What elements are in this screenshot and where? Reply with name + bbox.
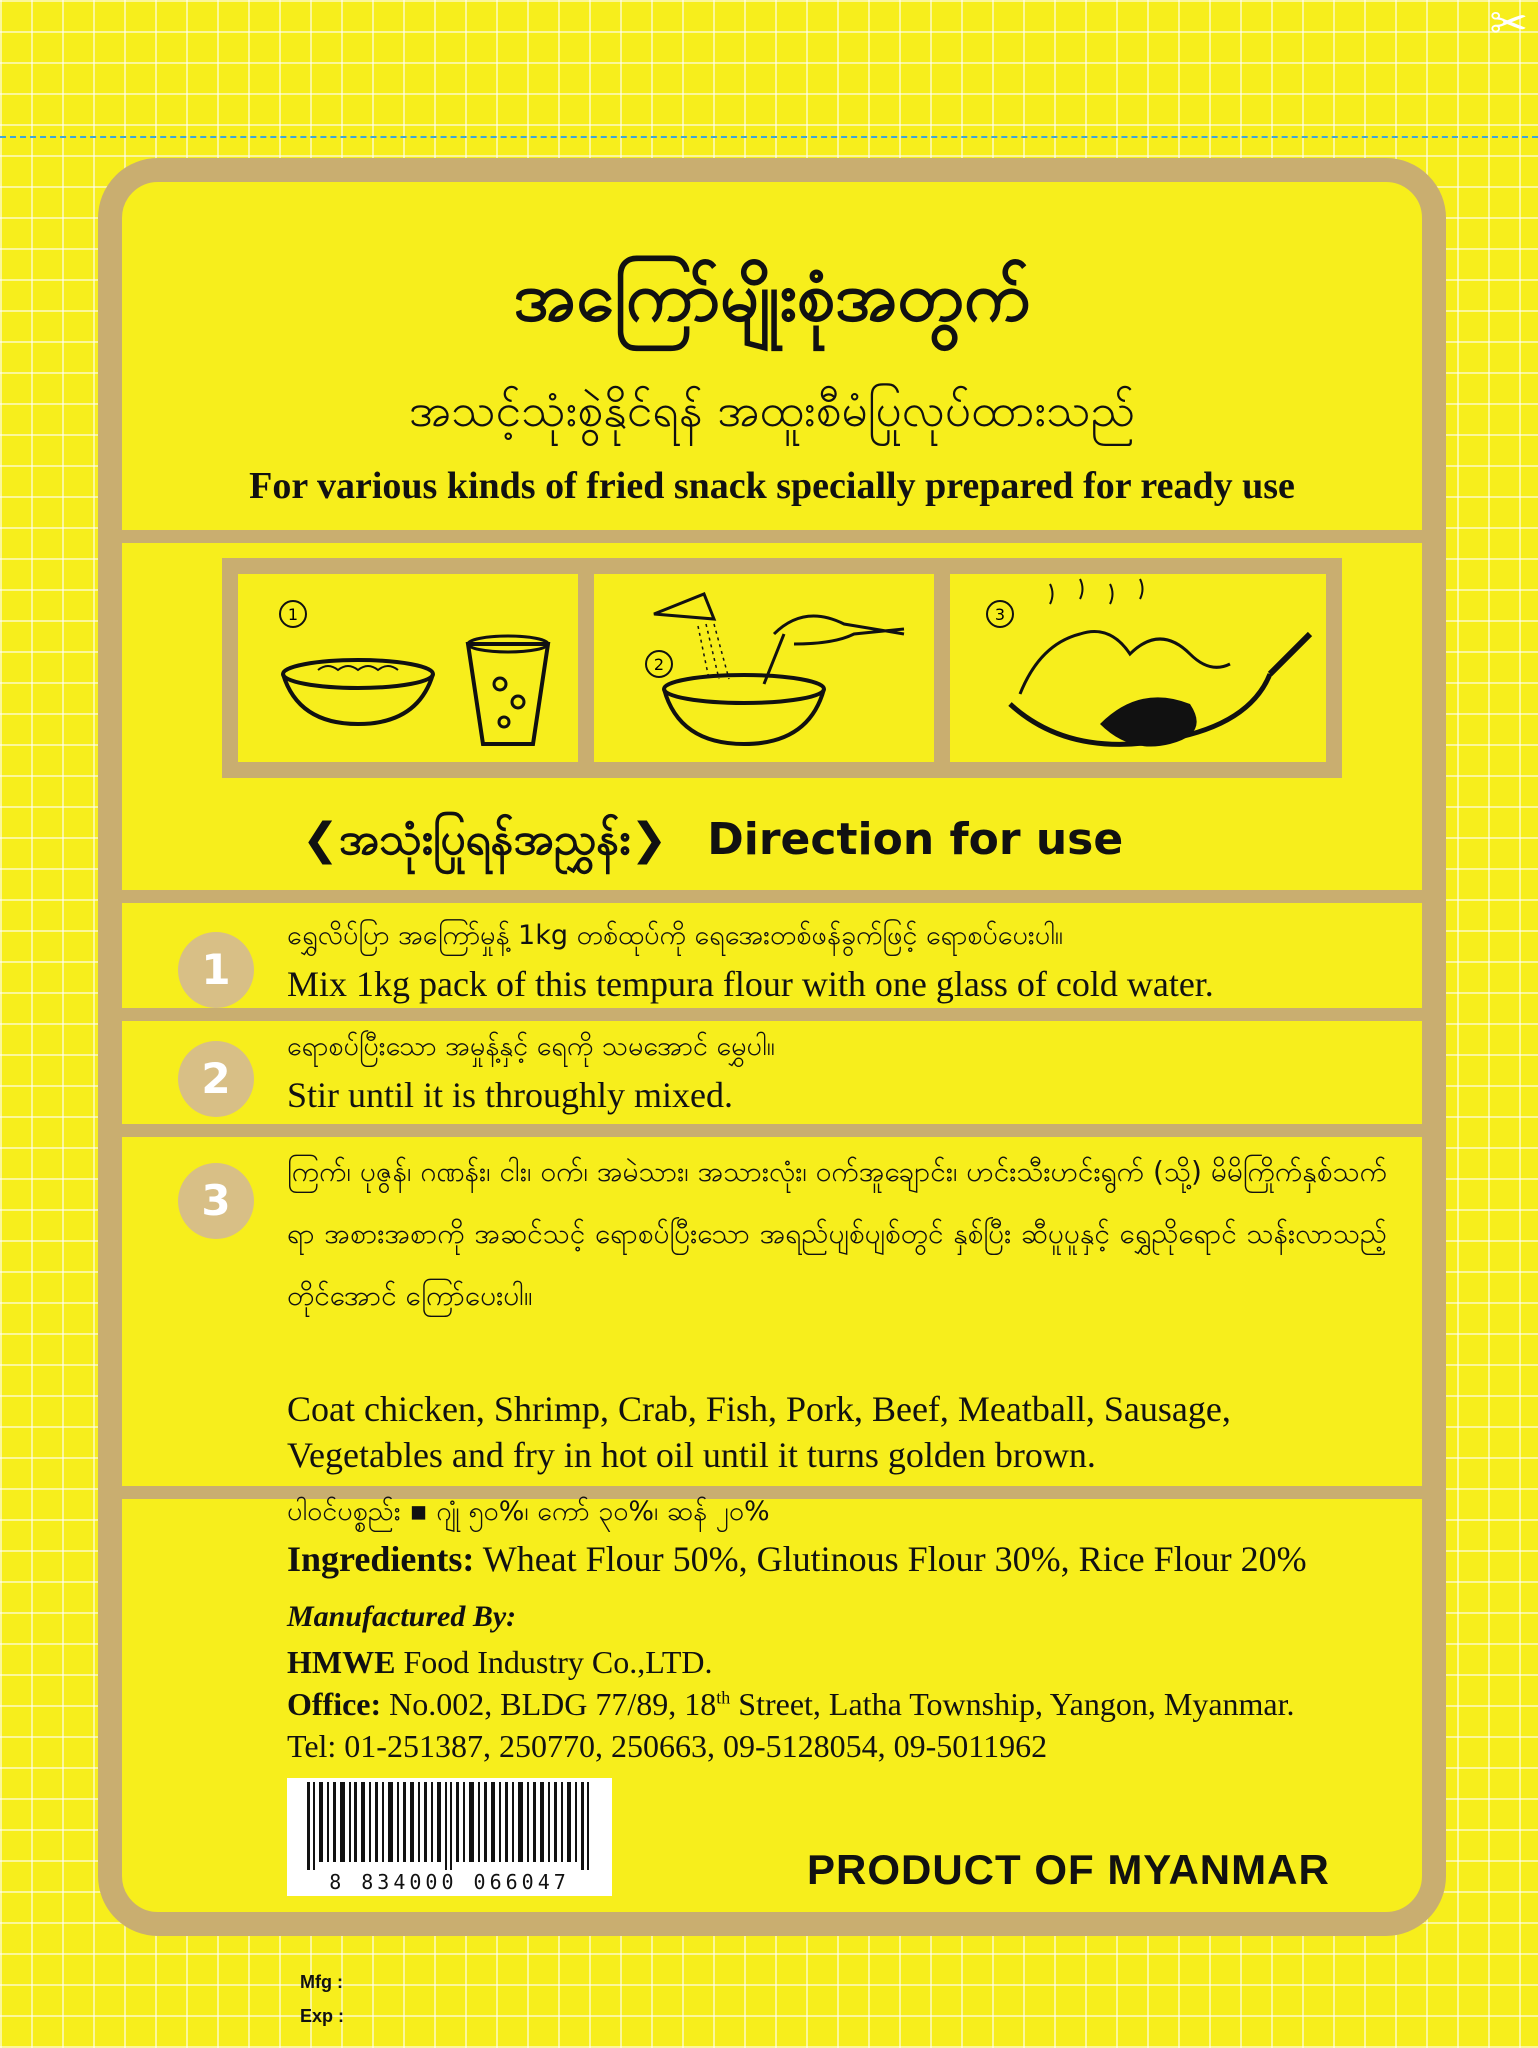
illustration-fry [950,574,1326,762]
step-text-english: Mix 1kg pack of this tempura flour with one glass of cold water. [287,964,1214,1004]
product-of-label: PRODUCT OF MYANMAR [807,1846,1330,1893]
divider [122,1008,1422,1021]
office-part-1: No.002, BLDG 77/89, 18 [381,1686,717,1722]
step-text-english-line-2: Vegetables and fry in hot oil until it turns golden brown. [287,1435,1096,1475]
barcode-number: 8 834000 066047 [329,1870,570,1894]
company-rest: Food Industry Co.,LTD. [395,1644,713,1680]
step-number-badge: 2 [178,1041,254,1117]
office-part-2: Street, Latha Township, Yangon, Myanmar. [730,1686,1295,1722]
step-text-myanmar: ရွှေလိပ်ပြာ အကြော်မှုန့် 1kg တစ်ထုပ်ကို ရေအေးတစ်ဖန်ခွက်ဖြင့် ရောစပ်ပေးပါ။ [287,920,1063,951]
step-number-badge: 1 [178,932,254,1008]
step-text-english-line-1: Coat chicken, Shrimp, Crab, Fish, Pork, Beef, Meatball, Sausage, [287,1389,1231,1429]
barcode-icon [287,1778,612,1870]
illustration-number: 2 [653,655,665,674]
divider [122,890,1422,903]
step-text-myanmar: ရောစပ်ပြီးသော အမှုန့်နှင့် ရေကို သမအောင် မွှေပါ။ [287,1031,775,1062]
frying-pan-icon [950,574,1326,762]
chevron-right-icon: ❯ [630,814,668,865]
stirring-bowl-icon [594,574,934,762]
title-myanmar: အကြော်မျိုးစုံအတွက် [513,258,1031,337]
manufactured-by-label: Manufactured By: [287,1600,517,1633]
ingredients-label: Ingredients: [287,1539,475,1579]
illustration-mix [238,574,578,762]
step-text-english: Stir until it is throughly mixed. [287,1075,734,1115]
scissors-icon: ✂ [1489,0,1528,50]
company-brand: HMWE [287,1644,396,1680]
step-2 [122,1021,1422,1131]
subtitle-english: For various kinds of fried snack specially prepared for ready use [249,465,1295,507]
telephone: Tel: 01-251387, 250770, 250663, 09-5128054, 09-5011962 [287,1728,1048,1764]
company-name [287,1644,713,1681]
subtitle-myanmar: အသင့်သုံးစွဲနိုင်ရန် အထူးစီမံပြုလုပ်ထားသည် [408,383,1136,437]
step-3 [122,1137,1422,1475]
direction-label-myanmar: အသုံးပြုရန်အညွှန်း [338,814,631,865]
instruction-panel [98,158,1446,1936]
mfg-date-label: Mfg : [300,1972,343,1992]
bowl-and-glass-icon [238,574,578,762]
cut-line [0,136,1538,138]
barcode [287,1778,612,1896]
illustration-stir [594,574,934,762]
illustration-number: 1 [287,605,299,624]
exp-date-label: Exp : [300,2006,345,2026]
ingredients-myanmar: ပါဝင်ပစ္စည်း ▪ ဂျုံ ၅၀%၊ ကော် ၃၀%၊ ဆန် ၂၀% [287,1496,770,1527]
illustration-number: 3 [994,605,1006,624]
chevron-left-icon: ❮ [302,814,339,865]
office-address [287,1686,1295,1723]
office-label: Office: [287,1686,382,1722]
office-sup: th [716,1687,731,1708]
step-number-badge: 3 [178,1163,254,1239]
direction-heading [302,812,1123,876]
illustration-strip [222,558,1342,778]
step-text-myanmar: ကြက်၊ ပုဇွန်၊ ဂဏန်း၊ ငါး၊ ဝက်၊ အမဲသား၊ အသားလုံး၊ ဝက်အူချောင်း၊ ဟင်းသီးဟင်းရွက် (သို့) မိမိကြိုက်နှစ်သက်ရာ အစားအစာကို အဆင်သင့် ရောစပ်ပြီးသော အရည်ပျစ်ပျစ်တွင် နှစ်ပြီး ဆီပူပူနှင့် ရွှေညိုရောင် သန်းလာသည့် တိုင်အောင် ကြော်ပေးပါ။ [287,1155,1387,1312]
divider [122,530,1422,543]
direction-label-english: Direction for use [707,814,1124,865]
divider [122,1124,1422,1137]
ingredients-value: Wheat Flour 50%, Glutinous Flour 30%, Rice Flour 20% [474,1539,1307,1579]
ingredients-english [287,1538,1307,1580]
